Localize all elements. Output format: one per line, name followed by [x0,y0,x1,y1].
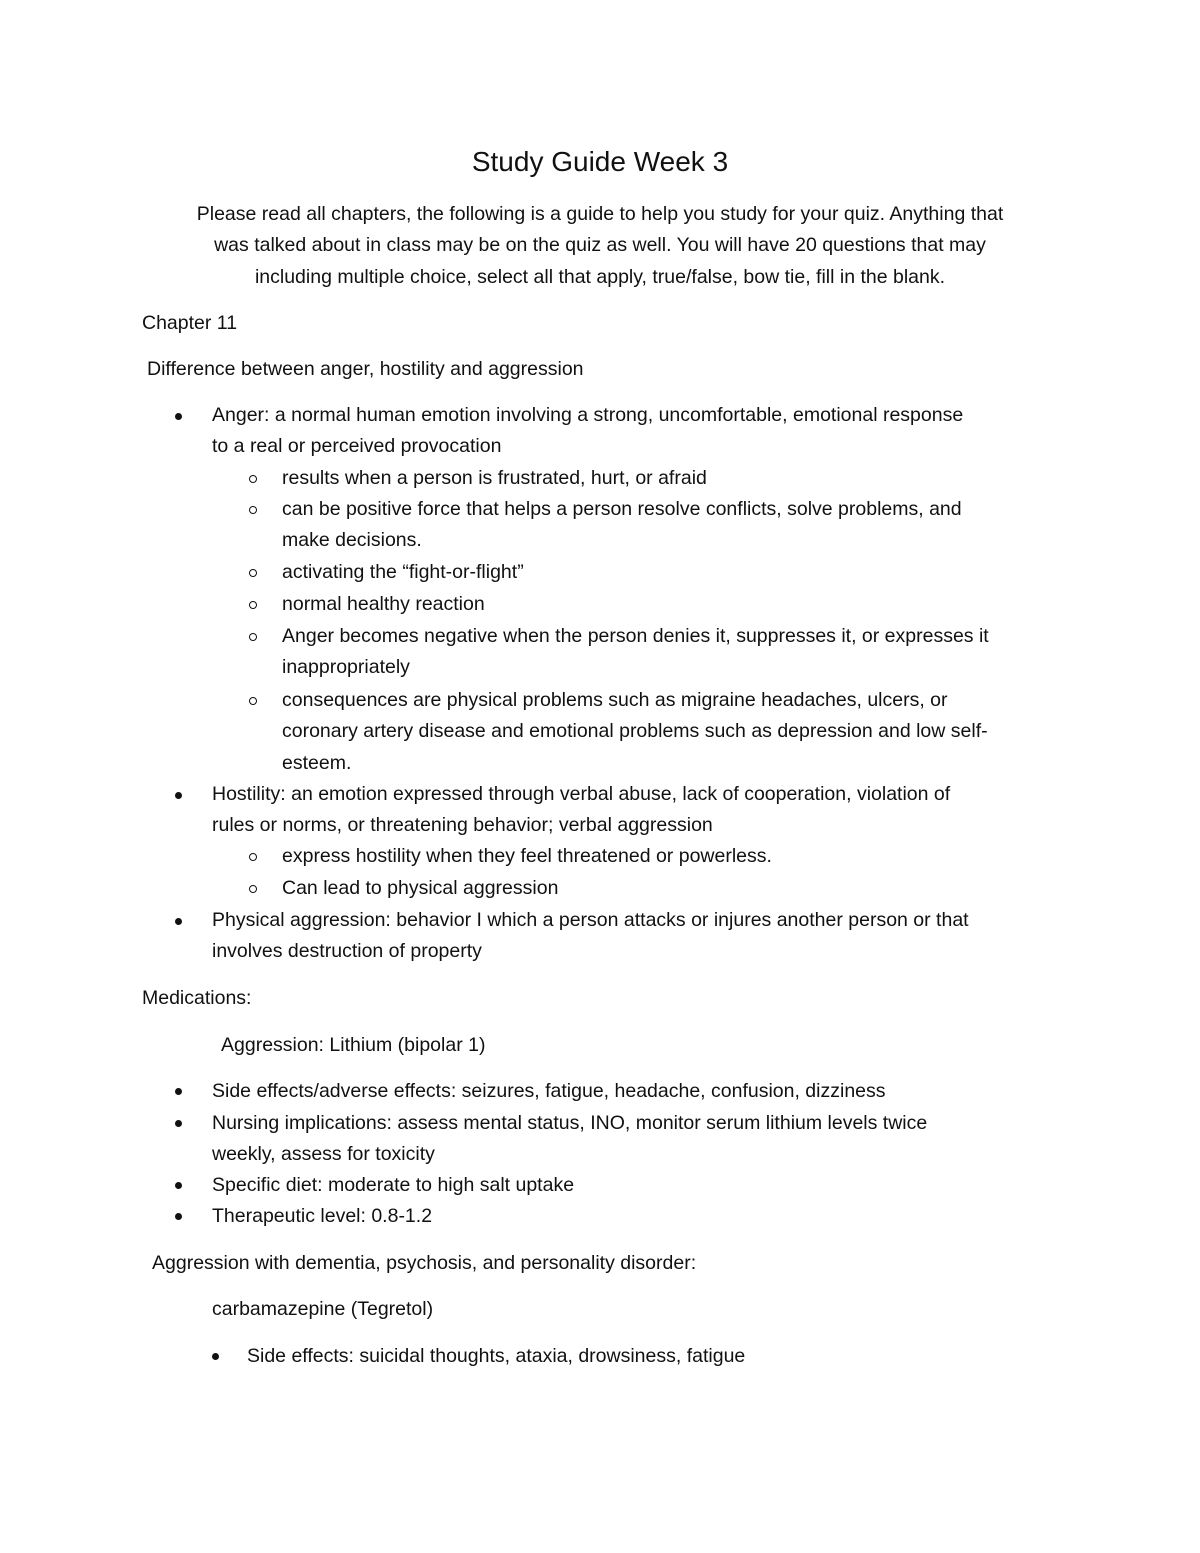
list-item-text: Anger: a normal human emotion involving a strong, uncomfortable, emotional response [212,404,964,426]
list-item-text: rules or norms, or threatening behavior; verbal aggression [212,814,713,837]
list-item-text: Therapeutic level: 0.8-1.2 [212,1205,433,1227]
sub-item [282,494,962,557]
list-item-text: Side effects/adverse effects: seizures, fatigue, headache, confusion, dizziness [212,1080,886,1102]
list-item [212,1201,432,1232]
list-item-hostility [212,779,950,842]
sub-item-text: Anger becomes negative when the person denies it, suppresses it, or expresses it [282,625,989,647]
bullet-icon [175,1182,182,1189]
list-item-text: Nursing implications: assess mental status, INO, monitor serum lithium levels twice [212,1112,928,1134]
sub-bullet-icon [249,885,257,893]
list-item-text: Physical aggression: behavior I which a person attacks or injures another person or that [212,909,969,931]
list-item [212,1108,927,1171]
sub-item-text: Can lead to physical aggression [282,877,559,899]
list-item [212,1170,574,1201]
intro-line: was talked about in class may be on the quiz as well. You will have 20 questions that may [214,234,986,257]
document-title: Study Guide Week 3 [471,146,729,177]
sub-item-text: coronary artery disease and emotional problems such as depression and low self- [282,720,988,743]
sub-item-text: express hostility when they feel threatened or powerless. [282,845,772,867]
list-item-text: Specific diet: moderate to high salt uptake [212,1174,575,1196]
lithium-heading: Aggression: Lithium (bipolar 1) [221,1034,486,1056]
sub-bullet-icon [249,601,257,609]
sub-bullet-icon [249,633,257,641]
sub-item-text: can be positive force that helps a person resolve conflicts, solve problems, and [282,498,962,520]
difference-heading: Difference between anger, hostility and aggression [147,358,584,380]
intro-paragraph [140,199,1060,293]
sub-item [282,463,707,494]
sub-item-text: consequences are physical problems such as migraine headaches, ulcers, or [282,689,948,711]
sub-bullet-icon [249,506,257,514]
bullet-icon [175,1120,182,1127]
sub-bullet-icon [249,853,257,861]
sub-item [282,841,772,872]
dementia-heading: Aggression with dementia, psychosis, and personality disorder: [152,1252,697,1274]
list-item-text: weekly, assess for toxicity [212,1143,435,1166]
sub-item [282,557,524,588]
list-item-anger [212,400,963,463]
list-item [212,1076,886,1107]
sub-item [282,621,989,684]
list-item-physical-aggression [212,905,969,968]
sub-item-text: inappropriately [282,656,410,679]
carbamazepine-heading: carbamazepine (Tegretol) [212,1298,434,1320]
sub-bullet-icon [249,475,257,483]
bullet-icon [175,1088,182,1095]
bullet-icon [175,792,182,799]
sub-item-text: normal healthy reaction [282,593,485,615]
bullet-icon [212,1353,219,1360]
sub-item-text: activating the “fight-or-flight” [282,561,524,583]
sub-item [282,589,485,620]
list-item [247,1341,745,1372]
bullet-icon [175,1213,182,1220]
medications-heading: Medications: [142,987,252,1009]
sub-item-text: results when a person is frustrated, hurt, or afraid [282,467,707,489]
sub-bullet-icon [249,569,257,577]
bullet-icon [175,413,182,420]
list-item-text: involves destruction of property [212,940,482,963]
bullet-icon [175,918,182,925]
list-item-text: Hostility: an emotion expressed through verbal abuse, lack of cooperation, violation of [212,783,951,805]
sub-bullet-icon [249,697,257,705]
sub-item [282,873,558,904]
intro-line: Please read all chapters, the following is a guide to help you study for your quiz. Anything that [196,203,1004,225]
list-item-text: Side effects: suicidal thoughts, ataxia, drowsiness, fatigue [247,1345,746,1367]
chapter-heading: Chapter 11 [142,312,238,334]
intro-line: including multiple choice, select all that apply, true/false, bow tie, fill in the blank. [254,265,946,288]
list-item-text: to a real or perceived provocation [212,435,502,458]
sub-item [282,685,988,779]
sub-item-text: esteem. [282,751,352,774]
sub-item-text: make decisions. [282,529,422,552]
